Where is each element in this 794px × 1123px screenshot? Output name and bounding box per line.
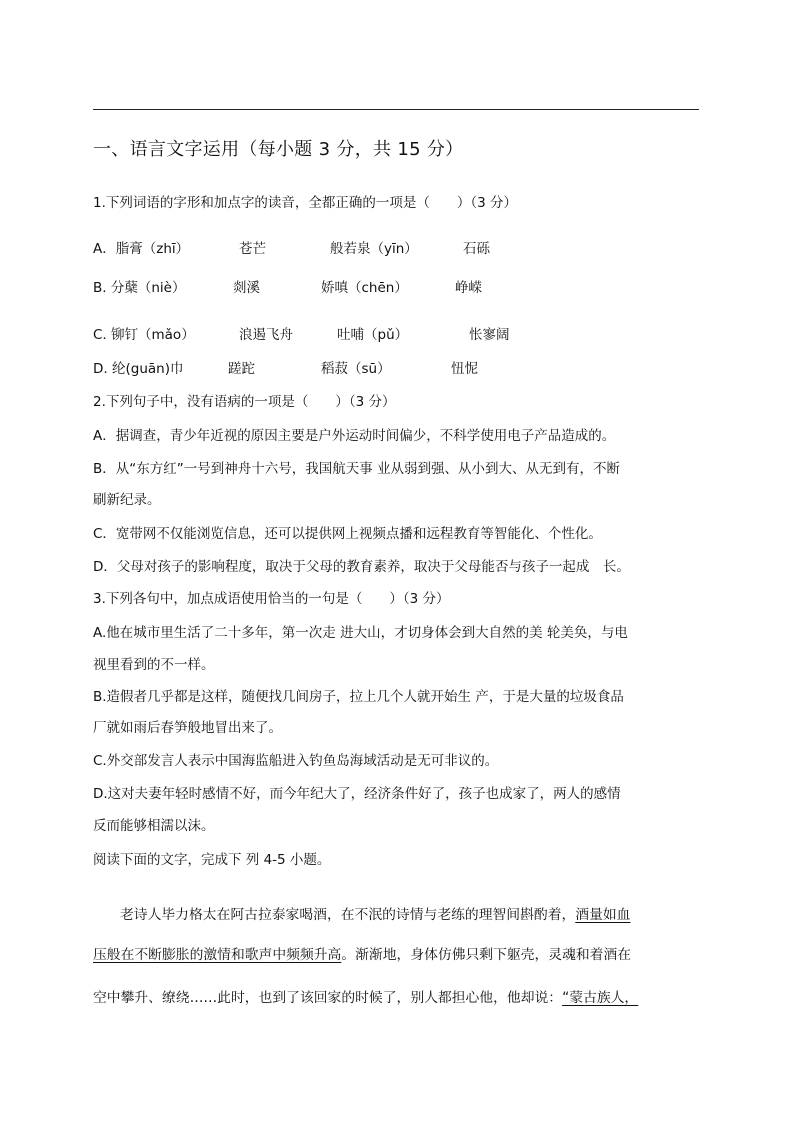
q1-d-word-4: 忸怩 [451,361,478,377]
q2-line-c: C．宽带网不仅能浏览信息，还可以提供网上视频点播和远程教育等智能化、个性化。 [93,526,602,542]
q1-a-word-4: 石砾 [463,241,490,257]
q2-line-b-cont: 刷新纪录。 [93,492,161,508]
q1-d-word-2: 蹉跎 [228,361,255,377]
header-rule [93,109,699,110]
section-title: 一、语言文字运用（每小题 3 分，共 15 分） [93,139,464,160]
reading-line-1 [120,906,630,924]
reading-intro: 阅读下面的文字，完成下 列 4-5 小题。 [93,852,331,868]
q1-d-word-1: D. 纶(guān)巾 [93,361,184,377]
q1-a-word-2: 苍芒 [239,241,266,257]
underlined-quote: “蒙古族人， [562,990,639,1006]
q3-line-a: A.他在城市里生活了二十多年，第一次走 进大山，才切身体会到大自然的美 轮美奂，与电 [93,625,628,641]
reading-line-3 [93,989,638,1007]
q1-b-word-1: B. 分蘖（niè） [93,280,186,296]
reading-text: 。渐渐地，身体仿佛只剩下躯壳，灵魂和着酒在 [341,947,632,963]
q1-c-word-3: 吐哺（pǔ） [337,327,409,343]
q1-b-word-2: 剡溪 [233,280,260,296]
q1-c-word-4: 怅寥阔 [469,327,510,343]
q2-line-b: B．从“东方红”一号到神舟十六号，我国航天事 业从弱到强、从小到大、从无到有，不断 [93,461,621,477]
reading-line-2 [93,946,631,964]
q2-stem: 2.下列句子中，没有语病的一项是（ ）（3 分） [93,394,396,410]
q1-option-a [93,240,693,258]
underlined-phrase: 酒量如血 [575,907,631,923]
q1-c-word-2: 浪遏飞舟 [239,327,293,343]
q3-line-b-cont: 厂就如雨后春笋般地冒出来了。 [93,720,282,736]
q1-c-word-1: C. 铆钉（mǎo） [93,327,195,343]
q3-line-d: D.这对夫妻年轻时感情不好，而今年纪大了，经济条件好了，孩子也成家了，两人的感情 [93,786,621,802]
q2-line-d: D．父母对孩子的影响程度，取决于父母的教育素养，取决于父母能否与孩子一起成 长。 [93,559,630,575]
reading-text: 老诗人毕力格太在阿古拉泰家喝酒，在不泯的诗情与老练的理智间斟酌着， [120,907,576,923]
q3-line-d-cont: 反而能够相濡以沫。 [93,818,215,834]
q3-stem: 3.下列各句中，加点成语使用恰当的一句是（ ）（3 分） [93,591,450,607]
q1-option-c [93,326,693,344]
q1-stem: 1.下列词语的字形和加点字的读音，全都正确的一项是（ ）（3 分） [93,195,518,211]
q1-a-word-1: A．脂膏（zhī） [93,241,190,257]
q1-a-word-3: 般若泉（yīn） [330,241,418,257]
reading-text: 空中攀升、缭绕……此时，也到了该回家的时候了，别人都担心他，他却说： [93,990,563,1006]
q2-line-a: A．据调查，青少年近视的原因主要是户外运动时间偏少，不科学使用电子产品造成的。 [93,428,616,444]
q1-option-b [93,279,693,297]
q1-option-d [93,360,693,378]
q1-d-word-3: 稻菽（sū） [321,361,391,377]
q1-b-word-3: 娇嗔（chēn） [321,280,408,296]
q3-line-c: C.外交部发言人表示中国海监船进入钓鱼岛海域活动是无可非议的。 [93,753,499,769]
q3-line-b: B.造假者几乎都是这样，随便找几间房子，拉上几个人就开始生 产，于是大量的垃圾食品 [93,689,624,705]
q3-line-a-cont: 视里看到的不一样。 [93,657,215,673]
underlined-phrase: 压般在不断膨胀的激情和歌声中频频升高 [93,947,342,963]
q1-b-word-4: 峥嵘 [455,280,482,296]
